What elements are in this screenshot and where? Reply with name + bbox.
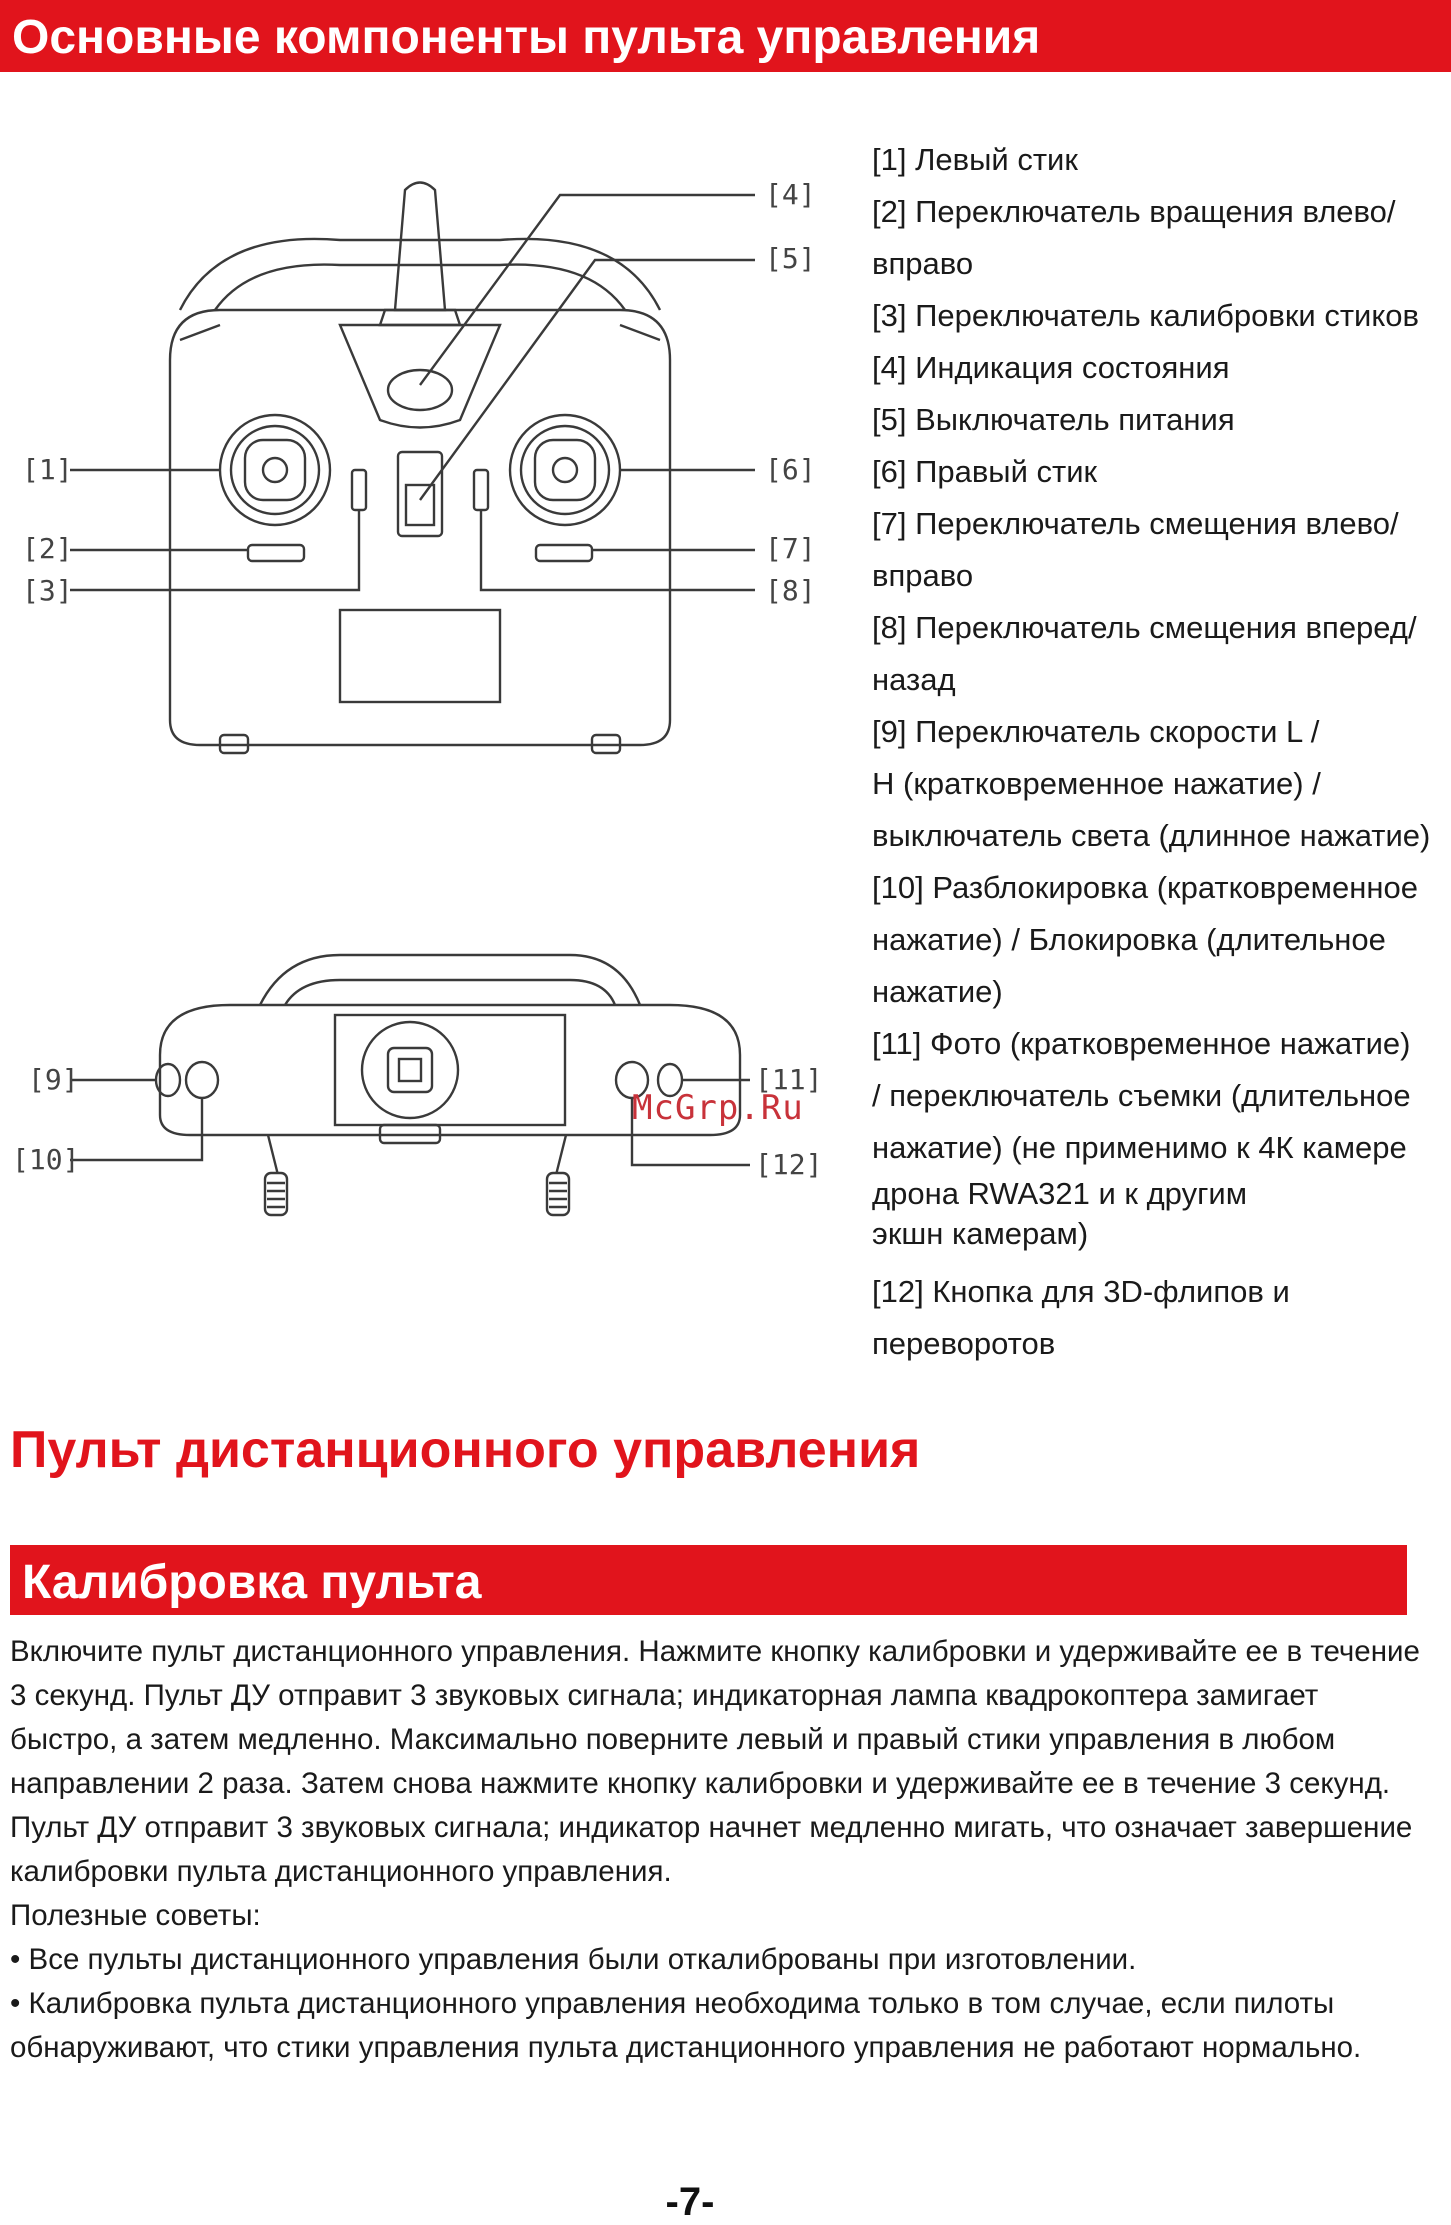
legend-item: [4] Индикация состояния (872, 350, 1230, 385)
legend-item: [1] Левый стик (872, 142, 1078, 177)
legend-item: [7] Переключатель смещения влево/ вправо (872, 506, 1399, 593)
watermark-text: McGrp.Ru (632, 1088, 804, 1128)
front-label-2: [2] (22, 532, 73, 565)
top-label-10: [10] (12, 1143, 80, 1176)
front-label-8: [8] (765, 574, 816, 607)
front-label-1: [1] (22, 453, 73, 486)
front-label-6: [6] (765, 453, 816, 486)
front-label-3: [3] (22, 574, 73, 607)
component-legend (872, 134, 1450, 1370)
tip-item: • Калибровка пульта дистанционного управления необходима только в том случае, если пилоты обнаруживают, что стики управления пульта дистанционного управления не работают нормально. (10, 1987, 1362, 2064)
calibration-banner (10, 1545, 1407, 1615)
top-label-12: [12] (755, 1148, 823, 1181)
calibration-paragraph: Включите пульт дистанционного управления. Нажмите кнопку калибровки и удерживайте ее в течение 3 секунд. Пульт ДУ отправит 3 звуковых сигнала; индикаторная лампа квадрокоптера замигает быстро, а затем медленно. Максимально поверните левый и правый стики управления в любом направлении 2 раза. Затем снова нажмите кнопку калибровки и удерживайте ее в течение 3 секунд. Пульт ДУ отправит 3 звуковых сигнала; индикатор начнет медленно мигать, что означает завершение калибровки пульта дистанционного управления. (10, 1635, 1420, 1888)
section-title: Пульт дистанционного управления (10, 1421, 921, 1479)
top-label-9: [9] (28, 1063, 79, 1096)
legend-item: [9] Переключатель скорости L / H (кратковременное нажатие) / выключатель света (длинное нажатие) (872, 714, 1431, 853)
front-label-7: [7] (765, 532, 816, 565)
page-number: -7- (665, 2180, 715, 2224)
calibration-title: Калибровка пульта (22, 1556, 482, 1609)
top-label-11: [11] (755, 1063, 823, 1096)
legend-item: [6] Правый стик (872, 454, 1098, 489)
legend-item: [5] Выключатель питания (872, 402, 1235, 437)
front-label-5: [5] (765, 242, 816, 275)
legend-item: дрона RWA321 и к другим экшн камерам) (872, 1176, 1248, 1251)
controller-front-diagram (20, 160, 840, 760)
tip-item: • Все пульты дистанционного управления были откалиброваны при изготовлении. (10, 1943, 1137, 1976)
legend-item: [11] Фото (кратковременное нажатие) / переключатель съемки (длительное нажатие) (не применимо к 4К камере (872, 1026, 1411, 1165)
tips-heading: Полезные советы: (10, 1899, 261, 1932)
legend-item: [8] Переключатель смещения вперед/ назад (872, 610, 1417, 697)
front-label-4: [4] (765, 178, 816, 211)
legend-item: [2] Переключатель вращения влево/ вправо (872, 194, 1396, 281)
legend-item: [12] Кнопка для 3D-флипов и переворотов (872, 1274, 1290, 1361)
page-header-title: Основные компоненты пульта управления (12, 11, 1041, 64)
calibration-body (10, 1630, 1430, 2070)
legend-item: [3] Переключатель калибровки стиков (872, 298, 1419, 333)
legend-item: [10] Разблокировка (кратковременное нажатие) / Блокировка (длительное нажатие) (872, 870, 1418, 1009)
page-header-banner (0, 0, 1451, 72)
